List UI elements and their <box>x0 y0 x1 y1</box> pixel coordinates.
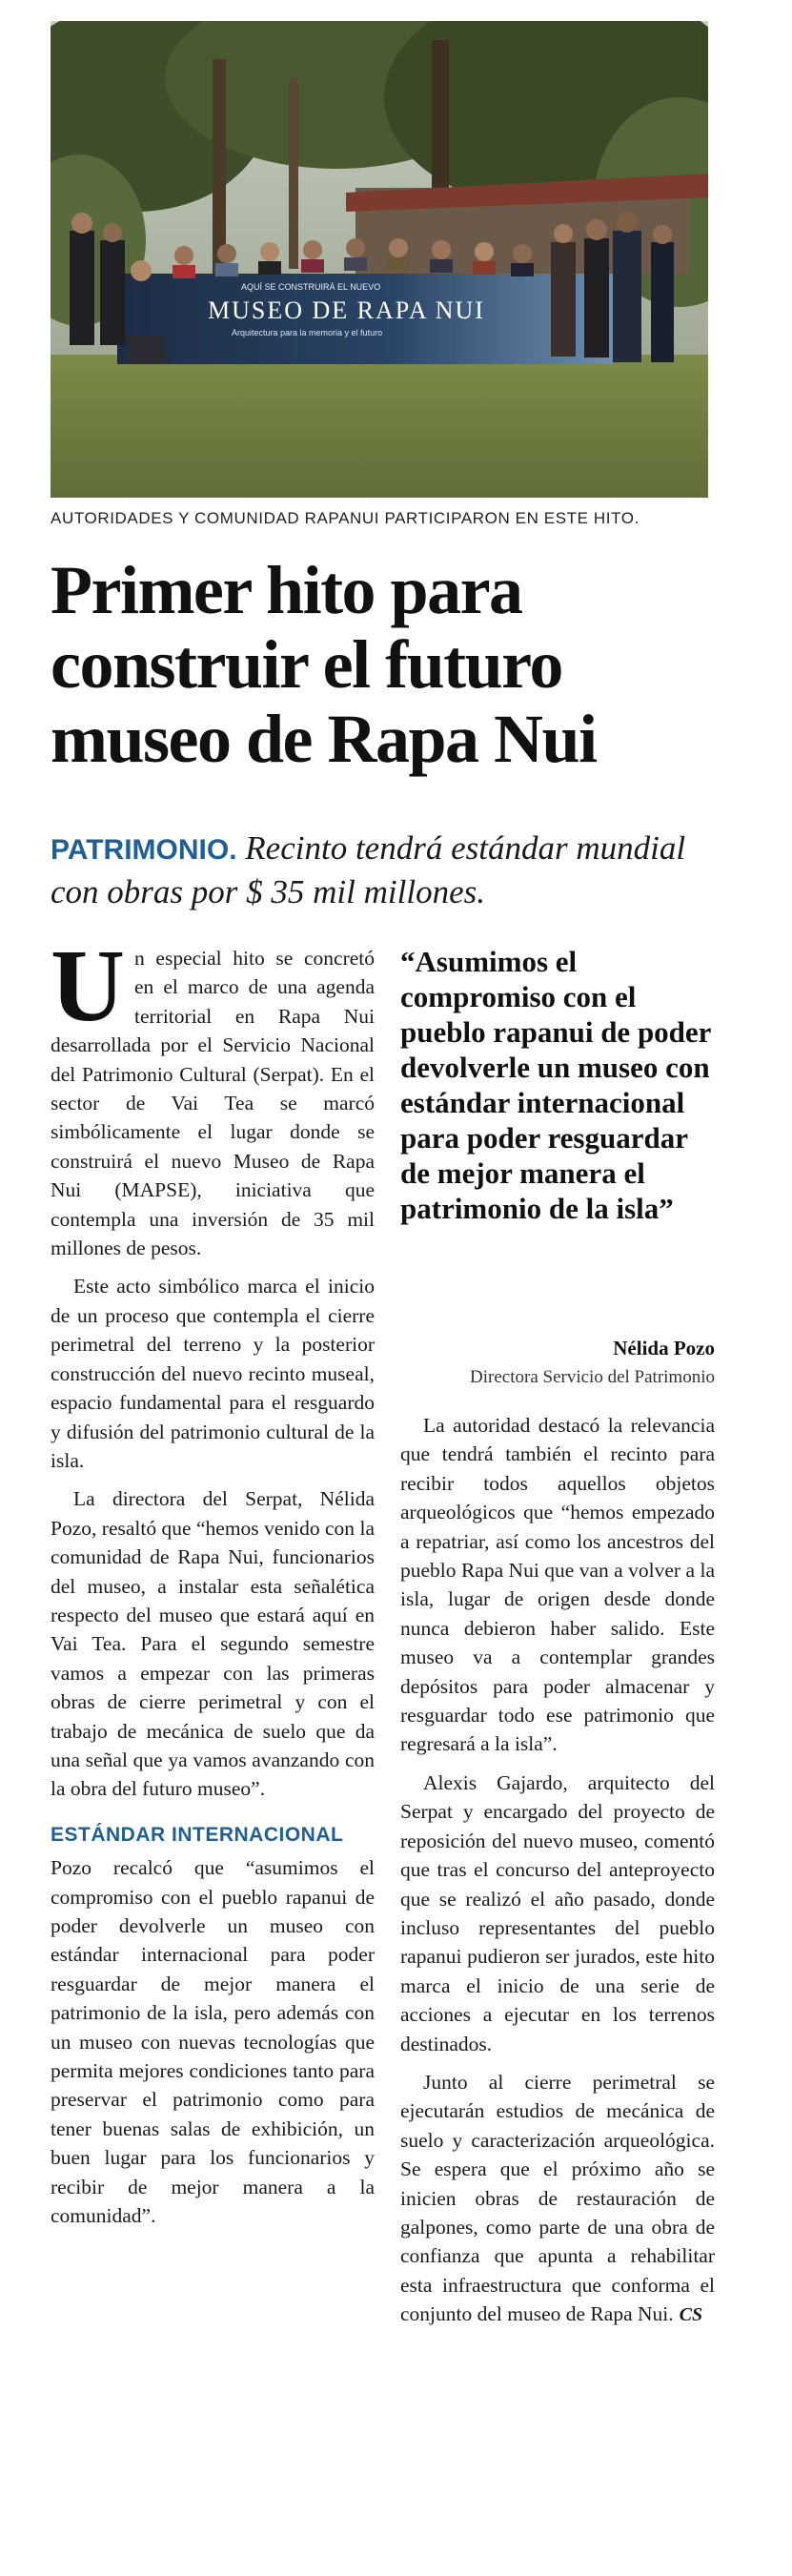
paragraph-1-text: n especial hito se concretó en el marco de una agenda territorial en Rapa Nui desarrollada por el Servicio Nacional del Patrimonio Cultural (Serpat). En el sector de Vai Tea se marcó simbólicamente el lugar donde se construirá el nuevo Museo de Rapa Nui (MAPSE), iniciativa que contempla una inversión de 35 mil millones de pesos. <box>51 947 375 1260</box>
article-photo <box>51 21 708 498</box>
end-mark: CS <box>679 2304 703 2326</box>
banner-title: MUSEO DE RAPA NUI <box>208 296 485 324</box>
deck <box>51 828 718 913</box>
paragraph-2: Este acto simbólico marca el inicio de un proceso que contempla el cierre perimetral del terreno y la posterior construcción del nuevo recinto museal, espacio fundamental para el resguardo y difusión del patrimonio cultural de la isla. <box>51 1275 375 1472</box>
paragraph-6: Alexis Gajardo, arquitecto del Serpat y encargado del proyecto de reposición del nuevo museo, comentó que tras el concurso del anteproyecto que se realizó el año pasado, donde incluso representantes del pueblo rapanui pudieron ser jurados, este hito marca el inicio de una serie de acciones a ejecutar en los terrenos destinados. <box>400 1770 715 2055</box>
headline-line-2: construir el futuro <box>51 626 562 703</box>
left-column <box>51 930 375 2239</box>
paragraph-7 <box>400 2068 715 2330</box>
right-column <box>400 1411 715 2340</box>
quote-attribution-name: Nélida Pozo <box>613 1337 715 1360</box>
paragraph-1 <box>51 930 375 1262</box>
paragraph-3: La directora del Serpat, Nélida Pozo, resaltó que “hemos venido con la comunidad de Rapa Nui, funcionarios del museo, a instalar esta señalética respecto del museo que estará aquí en Vai Tea. Para el segundo semestre vamos a empezar con las primeras obras de cierre perimetral y con el trabajo de mecánica de suelo que da una señal que ya vamos avanzando con la obra del futuro museo”. <box>51 1487 375 1801</box>
paragraph-5: La autoridad destacó la relevancia que tendrá también el recinto para recibir todos aquellos objetos arqueológicos que “hemos empezado a repatriar, así como los ancestros del pueblo Rapa Nui que van a volver a la isla, lugar de origen desde donde nunca debieron haber salido. Este museo va a contemplar grandes depósitos para poder almacenar y resguardar todo ese patrimonio que regresará a la isla”. <box>400 1414 715 1756</box>
banner-small-text: AQUÍ SE CONSTRUIRÁ EL NUEVO <box>241 282 381 292</box>
headline-line-3: museo de Rapa Nui <box>51 701 597 777</box>
section-kicker: PATRIMONIO. <box>51 834 237 866</box>
paragraph-7-text: Junto al cierre perimetral se ejecutarán estudios de mecánica de suelo y caracterización arqueológica. Se espera que el próximo año se inicien obras de restauración de galpones, como parte de una obra de confianza que apunta a rehabilitar esta infraestructura que conforma el conjunto del museo de Rapa Nui. <box>400 2070 715 2326</box>
paragraph-4: Pozo recalcó que “asumimos el compromiso con el pueblo rapanui de poder devolverle un museo con estándar internacional para poder resguardar de mejor manera el patrimonio de la isla, pero además con un museo con nuevas tecnologías que permita mejores condiciones tanto para preservar el patrimonio como para tener buenas salas de exhibición, un buen lugar para los funcionarios y recibir de mejor manera a la comunidad”. <box>51 1856 375 2228</box>
photo-caption: AUTORIDADES Y COMUNIDAD RAPANUI PARTICIPARON EN ESTE HITO. <box>51 509 640 527</box>
quote-attribution-role: Directora Servicio del Patrimonio <box>470 1367 715 1387</box>
deck-text: Recinto tendrá estándar mundial con obras por $ 35 mil millones. <box>51 829 686 910</box>
pull-quote: “Asumimos el compromiso con el pueblo rapanui de poder devolverle un museo con estándar internacional para poder resguardar de mejor manera el patrimonio de la isla” <box>400 945 711 1225</box>
subheading: ESTÁNDAR INTERNACIONAL <box>51 1823 344 1846</box>
drop-cap: U <box>51 930 125 1043</box>
headline <box>51 553 718 776</box>
banner-subtitle: Arquitectura para la memoria y el futuro <box>232 328 383 337</box>
headline-line-1: Primer hito para <box>51 552 522 628</box>
